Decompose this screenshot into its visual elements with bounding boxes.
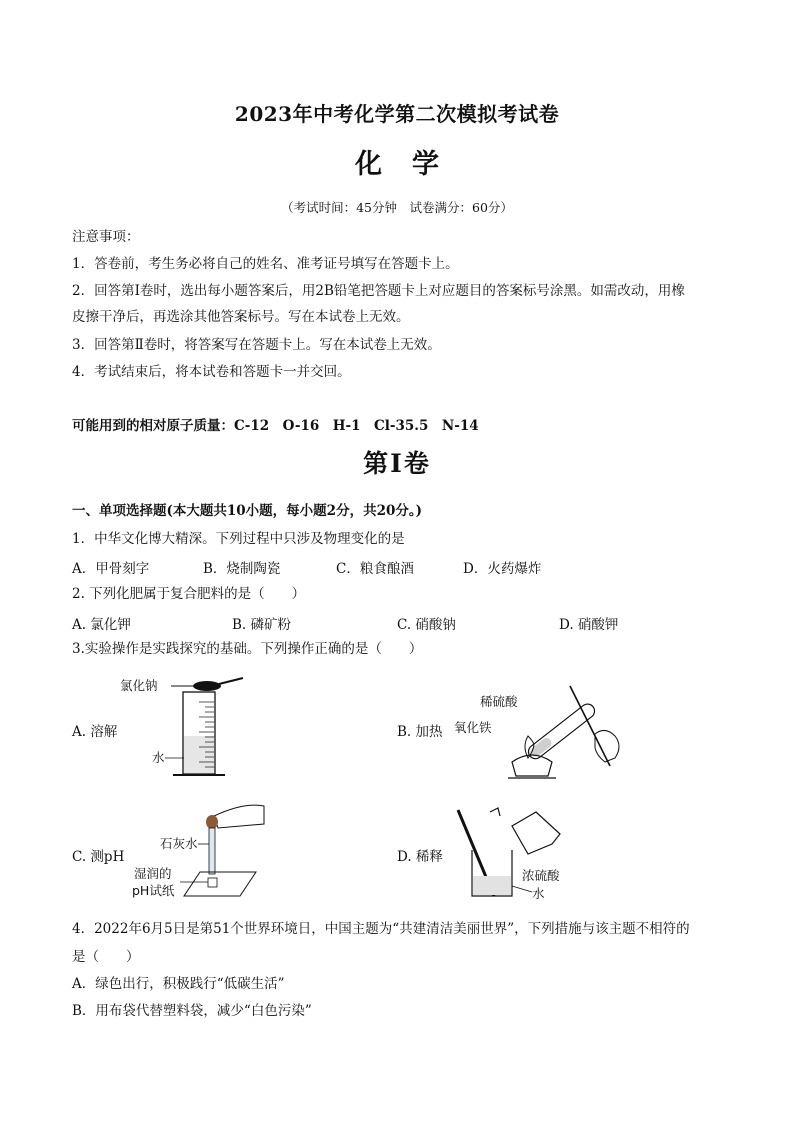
figure-b-heating xyxy=(450,676,635,786)
exam-time-info: （考试时间：45分钟 试卷满分：60分） xyxy=(281,200,513,215)
label-iron-oxide: 氧化铁 xyxy=(454,720,492,735)
dropper-tube-icon xyxy=(209,828,215,874)
q2-option-c: C. 硝酸钠 xyxy=(397,617,456,633)
q2-option-d: D. 硝酸钾 xyxy=(559,617,619,633)
notice-item-4: 4．考试结束后，将本试卷和答题卡一并交回。 xyxy=(72,364,351,380)
q2-stem: 2. 下列化肥属于复合肥料的是（ ） xyxy=(72,586,306,602)
exam-title: 2023年中考化学第二次模拟考试卷 xyxy=(234,102,560,126)
figure-a-dissolving xyxy=(115,672,255,787)
q4-option-a: A．绿色出行，积极践行“低碳生活” xyxy=(72,976,285,992)
pouring-beaker-icon xyxy=(512,812,560,854)
q3-option-c: C. 测pH xyxy=(72,849,125,865)
label-wet: 湿润的 xyxy=(134,866,172,881)
q1-stem: 1．中华文化博大精深。下列过程中只涉及物理变化的是 xyxy=(72,531,405,547)
q4-stem-line2: 是（ ） xyxy=(72,949,140,965)
ph-paper-icon xyxy=(208,878,217,887)
label-water-a: 水 xyxy=(152,750,165,765)
subject-title: 化学 xyxy=(355,149,469,180)
notice-heading: 注意事项： xyxy=(72,229,140,245)
notice-item-2: 2．回答第Ⅰ卷时，选出每小题答案后，用2B铅笔把答题卡上对应题目的答案标号涂黑。如需改动，用橡 xyxy=(72,283,685,299)
spoon-handle-icon xyxy=(219,678,243,684)
label-concentrated-sulfuric-acid: 浓硫酸 xyxy=(522,868,560,883)
test-tube-holder-icon xyxy=(570,686,610,766)
atomic-mass-line: 可能用到的相对原子质量：C-12 O-16 H-1 Cl-35.5 N-14 xyxy=(72,418,479,434)
q1-option-d: D．火药爆炸 xyxy=(463,561,542,577)
q2-option-b: B. 磷矿粉 xyxy=(232,617,292,633)
q2-option-a: A. 氯化钾 xyxy=(72,617,131,633)
q3-option-a: A. 溶解 xyxy=(72,724,118,740)
q4-stem-line1: 4．2022年6月5日是第51个世界环境日，中国主题为“共建清洁美丽世界”，下列措施与该主题不相符的 xyxy=(72,921,690,937)
label-limewater: 石灰水 xyxy=(160,836,198,851)
label-water-d: 水 xyxy=(532,886,545,901)
figure-c-measure-ph xyxy=(130,800,275,900)
test-tube-icon xyxy=(526,701,598,761)
q3-option-b: B. 加热 xyxy=(397,724,443,740)
q1-option-b: B．烧制陶瓷 xyxy=(203,561,281,577)
q4-option-b: B．用布袋代替塑料袋，减少“白色污染” xyxy=(72,1003,312,1019)
notice-item-3: 3．回答第Ⅱ卷时，将答案写在答题卡上。写在本试卷上无效。 xyxy=(72,337,441,353)
figure-d-dilution xyxy=(450,806,580,906)
section-heading: 一、单项选择题(本大题共10小题，每小题2分，共20分。) xyxy=(72,503,422,519)
notice-item-2-cont: 皮擦干净后，再选涂其他答案标号。写在本试卷上无效。 xyxy=(72,309,410,325)
label-ph-paper: pH试纸 xyxy=(132,883,175,898)
hand-icon xyxy=(214,805,264,828)
q3-stem: 3.实验操作是实践探究的基础。下列操作正确的是（ ） xyxy=(72,641,423,657)
label-dilute-sulfuric-acid: 稀硫酸 xyxy=(480,694,518,709)
cylinder-water-fill xyxy=(184,736,214,773)
q1-option-a: A．甲骨刻字 xyxy=(72,561,150,577)
notice-item-1: 1．答卷前，考生务必将自己的姓名、准考证号填写在答题卡上。 xyxy=(72,256,459,272)
dropper-bulb-icon xyxy=(206,815,218,829)
hand-icon xyxy=(595,730,619,762)
label-sodium-chloride: 氯化钠 xyxy=(120,678,158,693)
glass-plate-icon xyxy=(184,872,256,896)
q3-option-d: D. 稀释 xyxy=(397,849,443,865)
q1-option-c: C．粮食酿酒 xyxy=(336,561,414,577)
volume-title: 第Ⅰ卷 xyxy=(363,449,431,478)
arrow-icon xyxy=(490,808,500,816)
water-leader-line xyxy=(512,886,532,892)
beaker-water-fill xyxy=(473,876,511,895)
spoon-bowl-icon xyxy=(193,681,221,691)
